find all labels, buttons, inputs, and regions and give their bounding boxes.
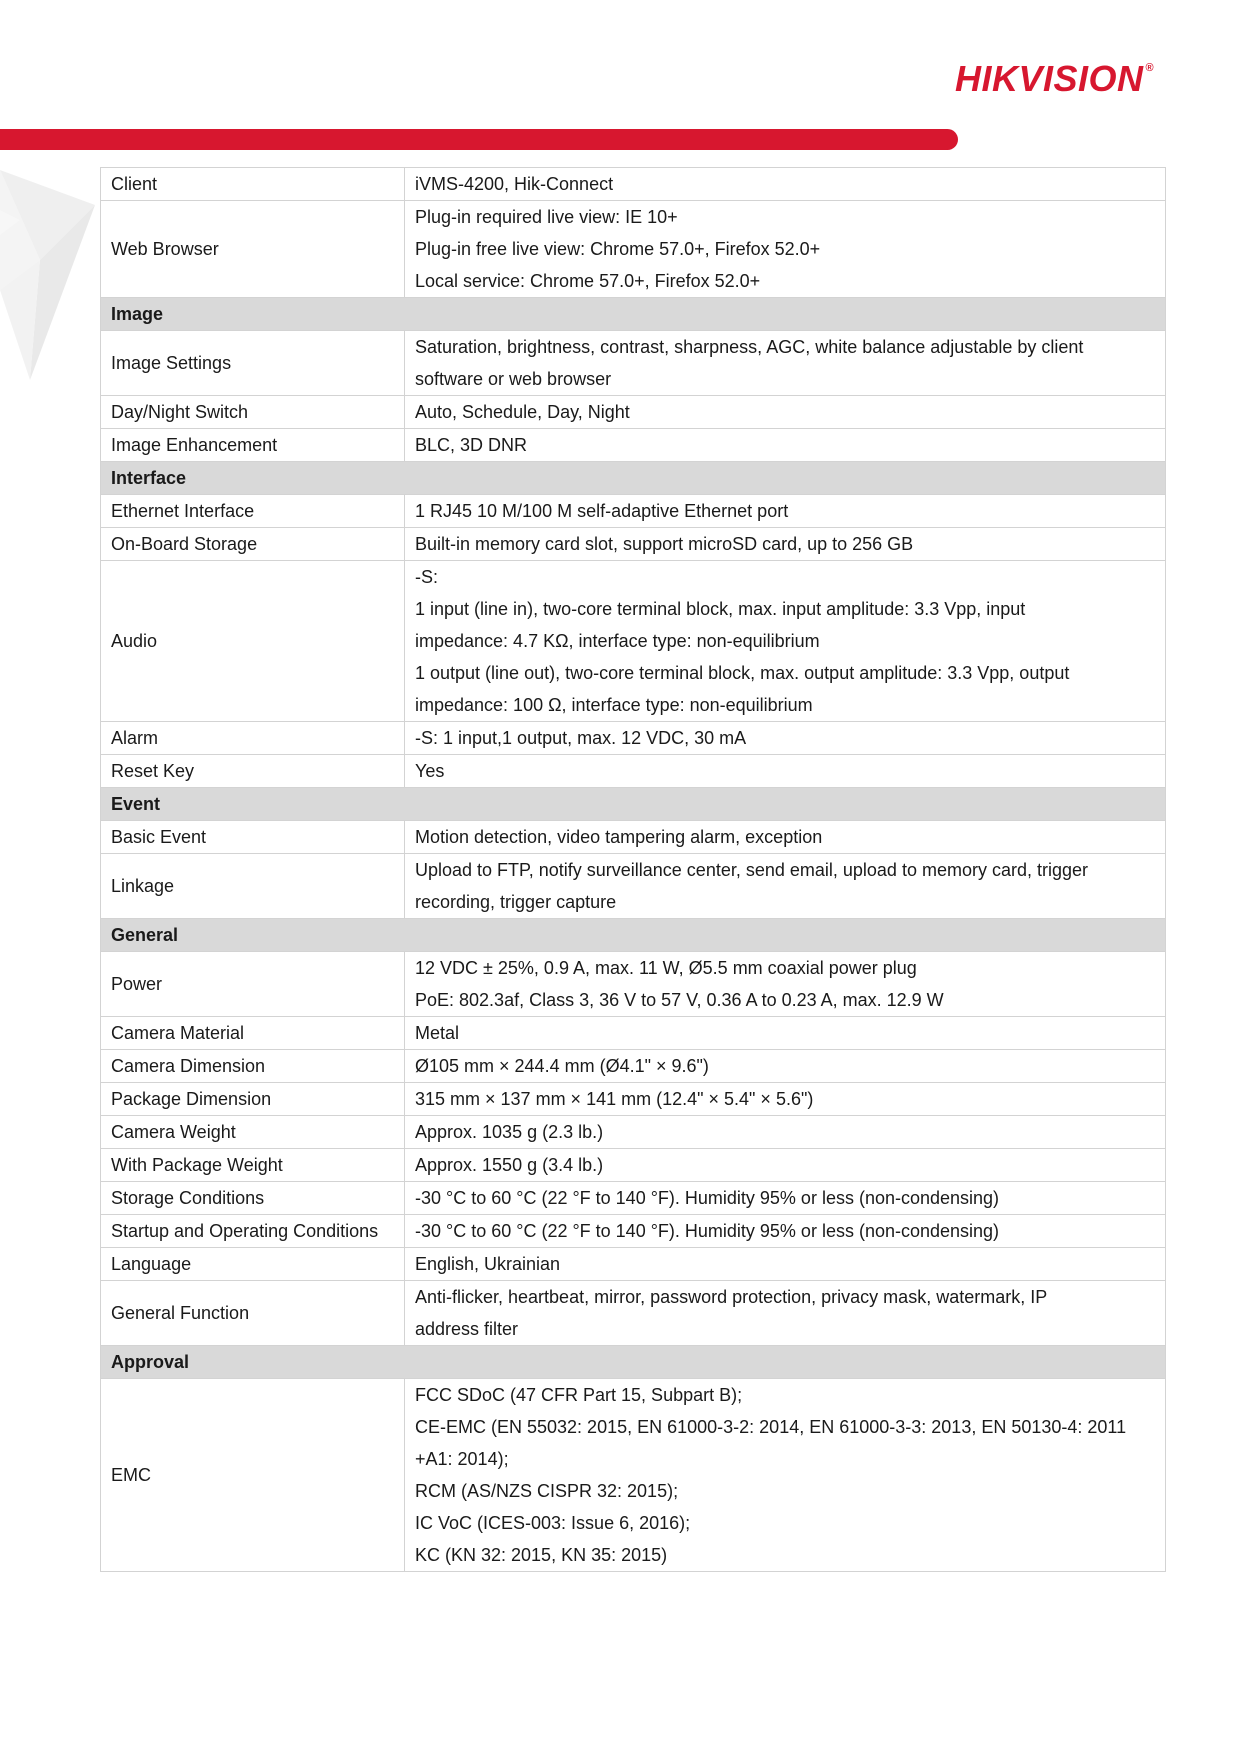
spec-value-line: Upload to FTP, notify surveillance center, send email, upload to memory card, trigger bbox=[415, 860, 1088, 880]
spec-value bbox=[405, 561, 1166, 722]
spec-value-line: impedance: 100 Ω, interface type: non-equilibrium bbox=[415, 695, 813, 715]
spec-label: Image Settings bbox=[101, 331, 405, 396]
spec-label: Storage Conditions bbox=[101, 1182, 405, 1215]
spec-label: Camera Weight bbox=[101, 1116, 405, 1149]
spec-row bbox=[101, 561, 1166, 722]
spec-label: Camera Dimension bbox=[101, 1050, 405, 1083]
spec-value bbox=[405, 952, 1166, 1017]
section-header bbox=[101, 462, 1166, 495]
spec-label: On-Board Storage bbox=[101, 528, 405, 561]
spec-row bbox=[101, 1050, 1166, 1083]
spec-value bbox=[405, 854, 1166, 919]
spec-table bbox=[100, 167, 1166, 1572]
spec-value-line: Plug-in free live view: Chrome 57.0+, Firefox 52.0+ bbox=[415, 239, 821, 259]
spec-label: Ethernet Interface bbox=[101, 495, 405, 528]
brand-logo bbox=[955, 58, 1155, 100]
decorative-triangles bbox=[0, 150, 95, 400]
spec-label: Reset Key bbox=[101, 755, 405, 788]
spec-value-line: Yes bbox=[415, 761, 445, 781]
section-title: General bbox=[101, 919, 1166, 952]
spec-value bbox=[405, 201, 1166, 298]
spec-label: With Package Weight bbox=[101, 1149, 405, 1182]
spec-value bbox=[405, 1215, 1166, 1248]
spec-value bbox=[405, 1050, 1166, 1083]
spec-value-line: address filter bbox=[415, 1319, 519, 1339]
spec-value-line: 1 output (line out), two-core terminal block, max. output amplitude: 3.3 Vpp, output bbox=[415, 663, 1070, 683]
spec-value bbox=[405, 528, 1166, 561]
spec-row bbox=[101, 722, 1166, 755]
spec-label: Alarm bbox=[101, 722, 405, 755]
spec-row bbox=[101, 1281, 1166, 1346]
spec-value-line: Approx. 1035 g (2.3 lb.) bbox=[415, 1122, 604, 1142]
spec-value bbox=[405, 1281, 1166, 1346]
section-title: Image bbox=[101, 298, 1166, 331]
spec-value bbox=[405, 331, 1166, 396]
spec-row bbox=[101, 1379, 1166, 1572]
spec-label: Day/Night Switch bbox=[101, 396, 405, 429]
section-header bbox=[101, 298, 1166, 331]
section-header bbox=[101, 919, 1166, 952]
spec-label: Power bbox=[101, 952, 405, 1017]
section-header bbox=[101, 1346, 1166, 1379]
section-title: Interface bbox=[101, 462, 1166, 495]
spec-value-line: iVMS-4200, Hik-Connect bbox=[415, 174, 614, 194]
spec-value-line: Ø105 mm × 244.4 mm (Ø4.1" × 9.6") bbox=[415, 1056, 709, 1076]
spec-value bbox=[405, 1116, 1166, 1149]
spec-label: Startup and Operating Conditions bbox=[101, 1215, 405, 1248]
header-red-bar bbox=[0, 129, 958, 150]
spec-value-line: PoE: 802.3af, Class 3, 36 V to 57 V, 0.36 A to 0.23 A, max. 12.9 W bbox=[415, 990, 944, 1010]
spec-value bbox=[405, 1182, 1166, 1215]
spec-value-line: Saturation, brightness, contrast, sharpness, AGC, white balance adjustable by client bbox=[415, 337, 1084, 357]
spec-row bbox=[101, 755, 1166, 788]
spec-value-line: Built-in memory card slot, support microSD card, up to 256 GB bbox=[415, 534, 914, 554]
section-header bbox=[101, 788, 1166, 821]
spec-value-line: Auto, Schedule, Day, Night bbox=[415, 402, 630, 422]
brand-logo-text: HIKVISION bbox=[955, 58, 1144, 99]
spec-value-line: impedance: 4.7 KΩ, interface type: non-equilibrium bbox=[415, 631, 820, 651]
spec-row bbox=[101, 1215, 1166, 1248]
spec-row bbox=[101, 952, 1166, 1017]
spec-value bbox=[405, 722, 1166, 755]
spec-value-line: IC VoC (ICES-003: Issue 6, 2016); bbox=[415, 1513, 691, 1533]
spec-value-line: English, Ukrainian bbox=[415, 1254, 561, 1274]
spec-value bbox=[405, 755, 1166, 788]
spec-value-line: 12 VDC ± 25%, 0.9 A, max. 11 W, Ø5.5 mm coaxial power plug bbox=[415, 958, 917, 978]
spec-row bbox=[101, 495, 1166, 528]
spec-value-line: Anti-flicker, heartbeat, mirror, password protection, privacy mask, watermark, IP bbox=[415, 1287, 1048, 1307]
spec-row bbox=[101, 1248, 1166, 1281]
spec-value-line: Plug-in required live view: IE 10+ bbox=[415, 207, 678, 227]
spec-row bbox=[101, 1083, 1166, 1116]
spec-label: Image Enhancement bbox=[101, 429, 405, 462]
spec-value-line: Metal bbox=[415, 1023, 460, 1043]
section-title: Event bbox=[101, 788, 1166, 821]
spec-label: EMC bbox=[101, 1379, 405, 1572]
spec-value-line: KC (KN 32: 2015, KN 35: 2015) bbox=[415, 1545, 668, 1565]
spec-value-line: -30 °C to 60 °C (22 °F to 140 °F). Humidity 95% or less (non-condensing) bbox=[415, 1221, 1000, 1241]
spec-label: General Function bbox=[101, 1281, 405, 1346]
spec-value bbox=[405, 1017, 1166, 1050]
registered-mark: ® bbox=[1145, 62, 1155, 74]
spec-value-line: Local service: Chrome 57.0+, Firefox 52.0+ bbox=[415, 271, 761, 291]
spec-value bbox=[405, 495, 1166, 528]
spec-value bbox=[405, 1083, 1166, 1116]
spec-label: Linkage bbox=[101, 854, 405, 919]
spec-value-line: 1 input (line in), two-core terminal block, max. input amplitude: 3.3 Vpp, input bbox=[415, 599, 1026, 619]
spec-row bbox=[101, 821, 1166, 854]
spec-row bbox=[101, 331, 1166, 396]
spec-row bbox=[101, 168, 1166, 201]
spec-value bbox=[405, 1248, 1166, 1281]
spec-row bbox=[101, 429, 1166, 462]
spec-value bbox=[405, 396, 1166, 429]
spec-value-line: -S: 1 input,1 output, max. 12 VDC, 30 mA bbox=[415, 728, 747, 748]
spec-value-line: -30 °C to 60 °C (22 °F to 140 °F). Humidity 95% or less (non-condensing) bbox=[415, 1188, 1000, 1208]
spec-row bbox=[101, 1116, 1166, 1149]
spec-row bbox=[101, 1149, 1166, 1182]
spec-value-line: 1 RJ45 10 M/100 M self-adaptive Ethernet port bbox=[415, 501, 789, 521]
spec-value-line: -S: bbox=[415, 567, 439, 587]
spec-value-line: CE-EMC (EN 55032: 2015, EN 61000-3-2: 2014, EN 61000-3-3: 2013, EN 50130-4: 2011 bbox=[415, 1417, 1127, 1437]
spec-value-line: FCC SDoC (47 CFR Part 15, Subpart B); bbox=[415, 1385, 743, 1405]
spec-value-line: recording, trigger capture bbox=[415, 892, 617, 912]
spec-label: Basic Event bbox=[101, 821, 405, 854]
section-title: Approval bbox=[101, 1346, 1166, 1379]
spec-value-line: RCM (AS/NZS CISPR 32: 2015); bbox=[415, 1481, 679, 1501]
spec-value bbox=[405, 168, 1166, 201]
spec-value bbox=[405, 429, 1166, 462]
spec-row bbox=[101, 528, 1166, 561]
spec-value bbox=[405, 821, 1166, 854]
spec-value-line: Approx. 1550 g (3.4 lb.) bbox=[415, 1155, 604, 1175]
spec-label: Audio bbox=[101, 561, 405, 722]
spec-label: Web Browser bbox=[101, 201, 405, 298]
spec-row bbox=[101, 1182, 1166, 1215]
spec-label: Package Dimension bbox=[101, 1083, 405, 1116]
spec-row bbox=[101, 396, 1166, 429]
spec-value-line: Motion detection, video tampering alarm, exception bbox=[415, 827, 823, 847]
spec-row bbox=[101, 201, 1166, 298]
spec-value-line: 315 mm × 137 mm × 141 mm (12.4" × 5.4" × 5.6") bbox=[415, 1089, 814, 1109]
spec-value-line: +A1: 2014); bbox=[415, 1449, 509, 1469]
spec-value-line: software or web browser bbox=[415, 369, 612, 389]
spec-label: Language bbox=[101, 1248, 405, 1281]
spec-row bbox=[101, 1017, 1166, 1050]
spec-row bbox=[101, 854, 1166, 919]
spec-value-line: BLC, 3D DNR bbox=[415, 435, 528, 455]
spec-value bbox=[405, 1149, 1166, 1182]
spec-value bbox=[405, 1379, 1166, 1572]
spec-label: Camera Material bbox=[101, 1017, 405, 1050]
spec-label: Client bbox=[101, 168, 405, 201]
